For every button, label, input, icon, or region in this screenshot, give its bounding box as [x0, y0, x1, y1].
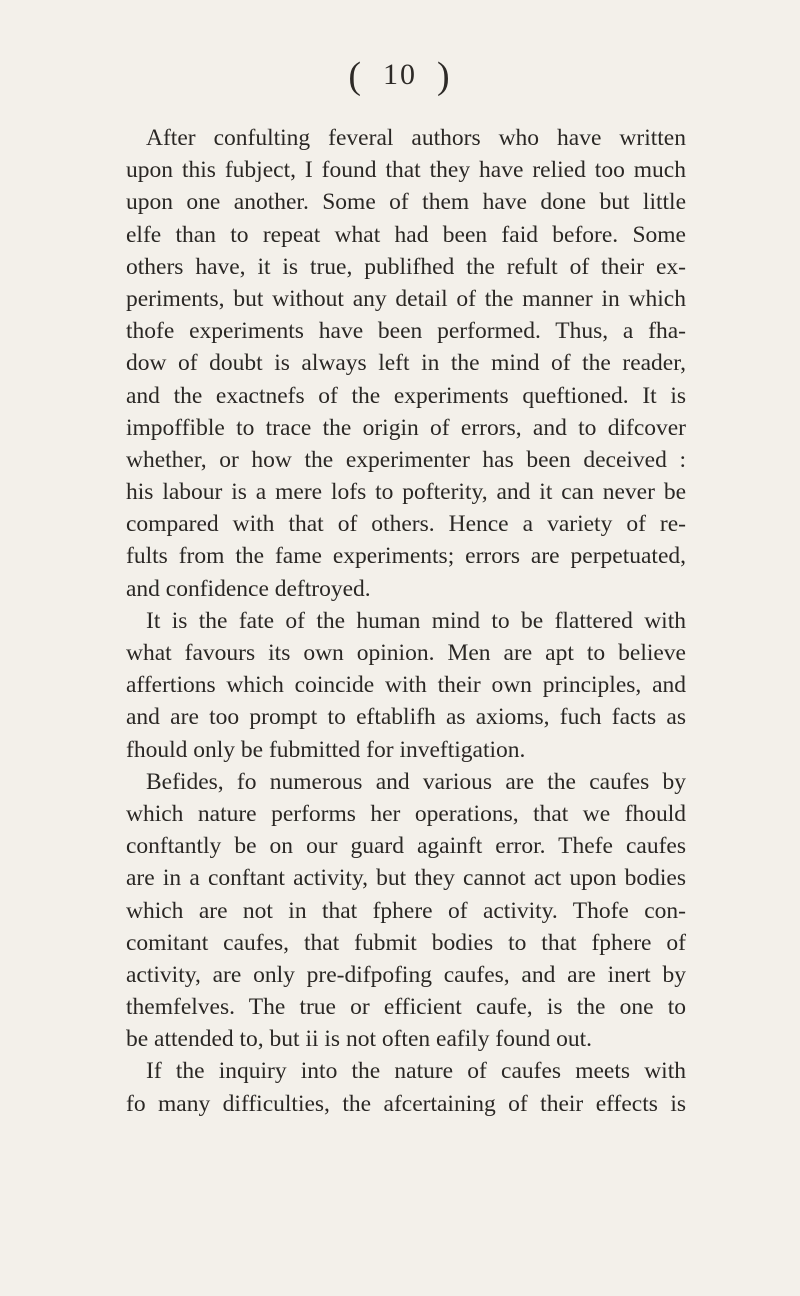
text-line: Befides, fo numerous and various are the caufes by	[146, 768, 686, 795]
text-line: his labour is a mere lofs to pofterity, and it can never be	[126, 479, 686, 506]
text-line: It is the fate of the human mind to be flattered with	[146, 607, 686, 634]
text-line: upon this fubject, I found that they have relied too much	[126, 157, 686, 184]
text-line: and are too prompt to eftablifh as axioms, fuch facts as	[126, 704, 686, 731]
text-line: whether, or how the experimenter has been deceived :	[126, 446, 686, 473]
text-line: fhould only be fubmitted for inveftigation.	[126, 736, 526, 763]
text-line: After confulting feveral authors who have written	[146, 125, 686, 151]
text-line: which nature performs her operations, that we fhould	[126, 800, 686, 827]
page-number-open-paren: (	[348, 55, 363, 97]
text-line: If the inquiry into the nature of caufes meets with	[146, 1058, 686, 1085]
text-line: fo many difficulties, the afcertaining of their effects is	[126, 1090, 686, 1117]
text-line: themfelves. The true or efficient caufe, is the one to	[126, 994, 686, 1021]
body-text	[126, 122, 686, 1120]
text-line: impoffible to trace the origin of errors, and to difcover	[126, 414, 686, 441]
page-number	[0, 54, 800, 98]
text-line: conftantly be on our guard againft error. Thefe caufes	[126, 833, 686, 860]
text-line: activity, are only pre-difpofing caufes, and are inert by	[126, 961, 686, 988]
text-line: what favours its own opinion. Men are apt to believe	[126, 640, 686, 666]
text-line: and confidence deftroyed.	[126, 575, 371, 602]
text-line: and the exactnefs of the experiments queftioned. It is	[126, 382, 686, 409]
page-number-close-paren: )	[437, 55, 452, 97]
text-line: elfe than to repeat what had been faid before. Some	[126, 221, 686, 248]
text-line: periments, but without any detail of the manner in which	[126, 285, 686, 312]
text-line: fults from the fame experiments; errors are perpetuated,	[126, 543, 686, 570]
text-line: affertions which coincide with their own principles, and	[126, 672, 686, 699]
text-line: compared with that of others. Hence a variety of re-	[126, 511, 686, 538]
text-line: comitant caufes, that fubmit bodies to that fphere of	[126, 929, 686, 956]
text-line: thofe experiments have been performed. Thus, a fha-	[126, 318, 686, 345]
text-line: upon one another. Some of them have done but little	[126, 189, 686, 216]
text-line: which are not in that fphere of activity. Thofe con-	[126, 897, 686, 924]
text-line: are in a conftant activity, but they cannot act upon bodies	[126, 865, 686, 892]
text-line: dow of doubt is always left in the mind of the reader,	[126, 350, 686, 377]
text-line: others have, it is true, publifhed the refult of their ex-	[126, 253, 686, 280]
page-number-value: 10	[383, 58, 417, 91]
text-line: be attended to, but ii is not often eafily found out.	[126, 1026, 592, 1053]
